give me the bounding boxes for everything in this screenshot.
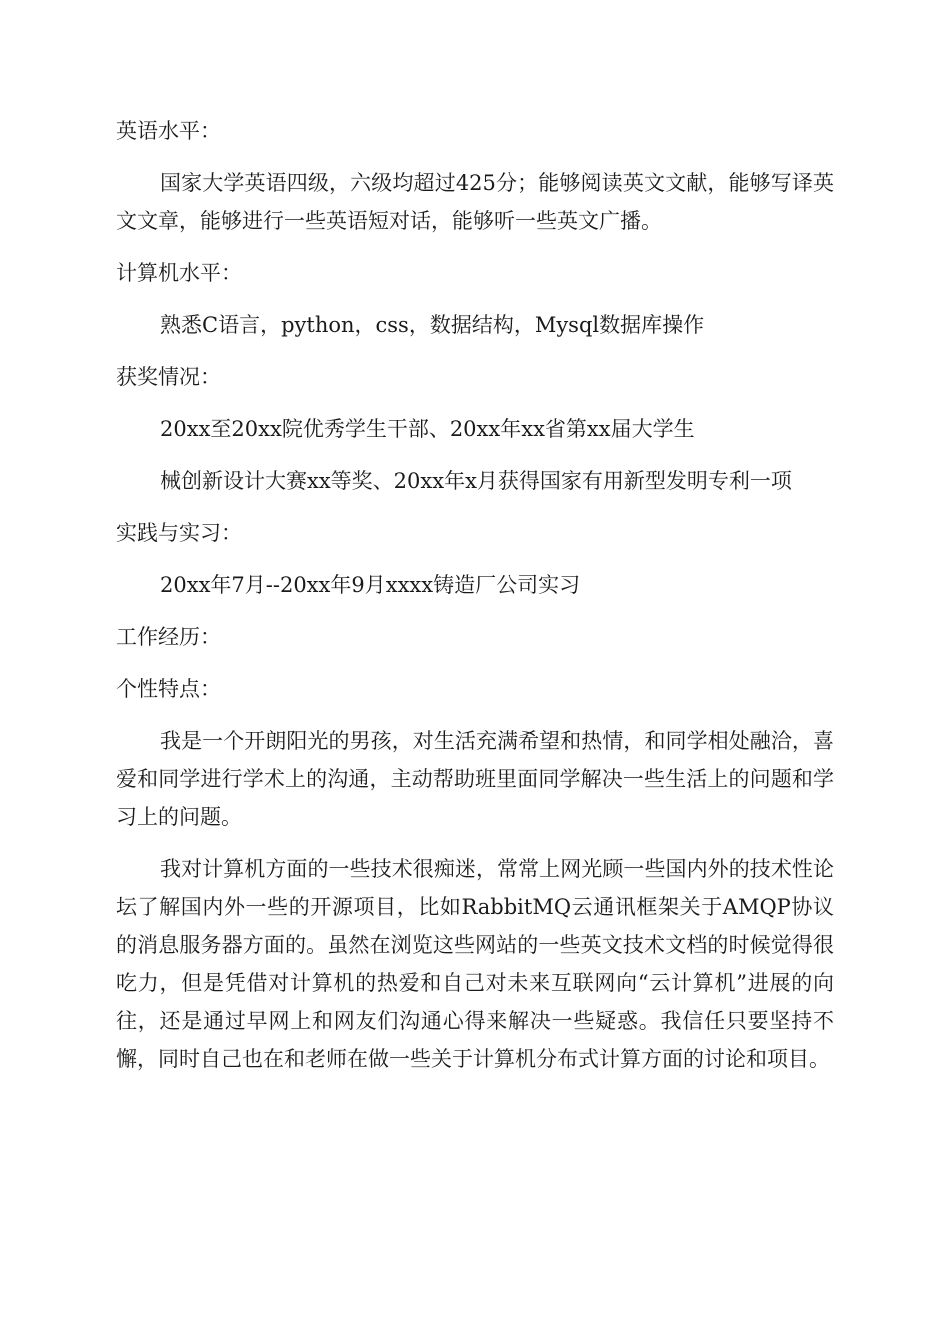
paragraph-internship: 20xx年7月--20xx年9月xxxx铸造厂公司实习 xyxy=(160,573,581,597)
paragraph-awards-1: 20xx至20xx院优秀学生干部、20xx年xx省第xx届大学生 xyxy=(160,417,695,441)
section-heading-computer: 计算机水平： xyxy=(116,261,242,285)
paragraph-personality-1: 我是一个开朗阳光的男孩，对生活充满希望和热情，和同学相处融洽，喜爱和同学进行学术上的沟通，主动帮助班里面同学解决一些生活上的问题和学习上的问题。 xyxy=(116,729,834,829)
section-heading-awards: 获奖情况： xyxy=(116,365,221,389)
section-heading-personality: 个性特点： xyxy=(116,677,221,701)
document-body xyxy=(116,112,834,1092)
section-heading-work: 工作经历： xyxy=(116,625,221,649)
paragraph-personality-2: 我对计算机方面的一些技术很痴迷，常常上网光顾一些国内外的技术性论坛了解国内外一些的开源项目，比如RabbitMQ云通讯框架关于AMQP协议的消息服务器方面的。虽然在浏览这些网站的一些英文技术文档的时候觉得很吃力，但是凭借对计算机的热爱和自己对未来互联网向“云计算机”进展的向往，还是通过早网上和网友们沟通心得来解决一些疑惑。我信任只要坚持不懈，同时自己也在和老师在做一些关于计算机分布式计算方面的讨论和项目。 xyxy=(116,857,834,1071)
section-heading-practice: 实践与实习： xyxy=(116,521,242,545)
paragraph-awards-2: 械创新设计大赛xx等奖、20xx年x月获得国家有用新型发明专利一项 xyxy=(160,469,792,493)
paragraph-computer-skills: 熟悉C语言，python，css，数据结构，Mysql数据库操作 xyxy=(160,313,705,337)
section-heading-english: 英语水平： xyxy=(116,119,221,143)
paragraph-english-level: 国家大学英语四级，六级均超过425分；能够阅读英文文献，能够写译英文文章，能够进行一些英语短对话，能够听一些英文广播。 xyxy=(116,171,834,233)
